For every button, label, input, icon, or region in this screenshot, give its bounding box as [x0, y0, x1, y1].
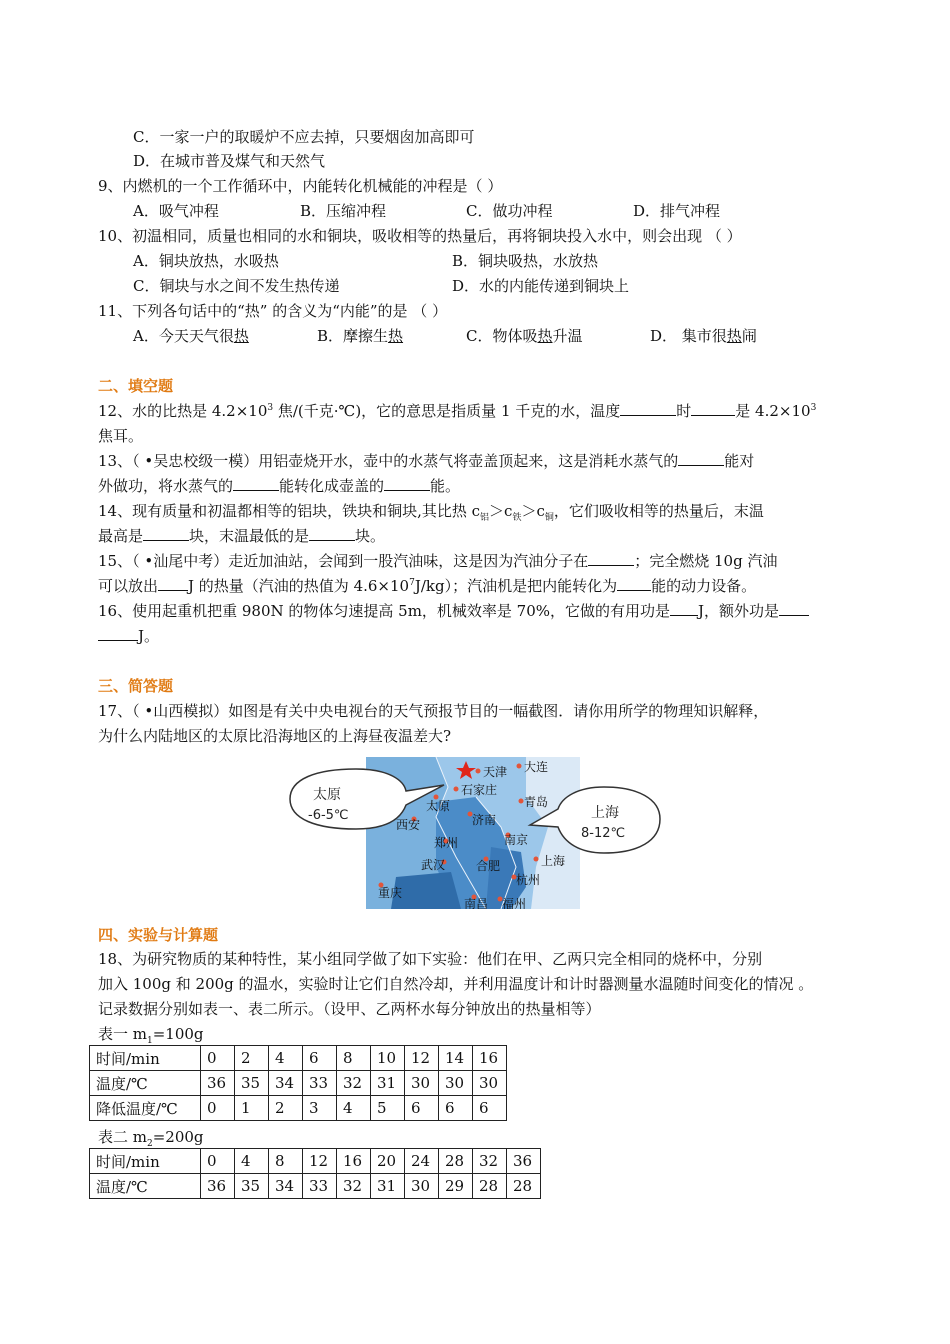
q15-blank-2[interactable] [158, 576, 188, 591]
table-cell: 2 [235, 1046, 269, 1071]
q13-text-e: 能。 [430, 477, 461, 495]
table-cell: 28 [507, 1174, 541, 1199]
q15-text-a: 15、（ •汕尾中考）走近加油站，会闻到一股汽油味，这是因为汽油分子在 [98, 552, 589, 570]
table-cell: 6 [473, 1096, 507, 1121]
table-cell: 1 [235, 1096, 269, 1121]
q10-option-a: A．铜块放热，水吸热 [133, 252, 279, 270]
q13-blank-3[interactable] [384, 476, 430, 491]
q8-option-c: C．一家一户的取暖炉不应去掉，只要烟囱加高即可 [133, 128, 475, 146]
city-label: 杭州 [516, 873, 541, 887]
table-cell: 30 [405, 1174, 439, 1199]
q12-text-a: 12、水的比热是 4.2×10 [98, 402, 268, 420]
city-label: 西安 [396, 818, 421, 832]
table-cell: 36 [201, 1071, 235, 1096]
q16-blank-1[interactable] [670, 601, 698, 616]
q13-text-d: 能转化成壶盖的 [279, 477, 385, 495]
q15-line-2 [98, 576, 756, 596]
q16-text-a: 16、使用起重机把重 980N 的物体匀速提高 5m，机械效率是 70%，它做的有用功是 [98, 602, 671, 620]
table-cell: 8 [337, 1046, 371, 1071]
q14-text-c: ＞c [521, 502, 545, 520]
bubble-right-temp: 8-12℃ [581, 826, 626, 841]
q15-text-d: J 的热量（汽油的热值为 4.6×10 [188, 577, 410, 595]
q16-line-2 [98, 626, 159, 646]
table-cell: 12 [405, 1046, 439, 1071]
q12-blank-2[interactable] [691, 401, 735, 416]
q15-text-e: J/kg）；汽油机是把内能转化为 [414, 577, 618, 595]
table-cell: 6 [439, 1096, 473, 1121]
table-cell: 5 [371, 1096, 405, 1121]
table-cell: 33 [303, 1071, 337, 1096]
q11-b-underlined: 热 [388, 327, 404, 345]
table-row-header: 温度/℃ [90, 1071, 201, 1096]
table-cell: 35 [235, 1071, 269, 1096]
q14-blank-2[interactable] [309, 526, 355, 541]
table-row-header: 降低温度/℃ [90, 1096, 201, 1121]
table-cell: 34 [269, 1174, 303, 1199]
q11-a-underlined: 热 [233, 327, 249, 345]
weather-map-figure [286, 757, 662, 909]
table1-caption [98, 1024, 204, 1044]
city-label: 上海 [541, 854, 566, 868]
table-cell: 34 [269, 1071, 303, 1096]
q13-text-c: 外做功，将水蒸气的 [98, 477, 234, 495]
q10-option-c: C．铜块与水之间不发生热传递 [133, 277, 340, 295]
q14-text-d: ，它们吸收相等的热量后，末温 [553, 502, 764, 520]
q14-line-2 [98, 526, 385, 546]
table-cell: 16 [473, 1046, 507, 1071]
q10-stem: 10、初温相同，质量也相同的水和铜块，吸收相等的热量后，再将铜块投入水中，则会出现 （ ） [98, 227, 742, 245]
q13-text-a: 13、（ •吴忠校级一模）用铝壶烧开水，壶中的水蒸气将壶盖顶起来，这是消耗水蒸气的 [98, 452, 679, 470]
table2-caption-mass: =200g [152, 1128, 204, 1146]
table-cell: 4 [269, 1046, 303, 1071]
table-cell: 0 [201, 1046, 235, 1071]
city-label: 福州 [502, 897, 527, 909]
table-cell: 24 [405, 1149, 439, 1174]
q12-text-c: 时 [676, 402, 692, 420]
table-cell: 30 [439, 1071, 473, 1096]
table-row-header: 时间/min [90, 1149, 201, 1174]
q13-line-1 [98, 451, 754, 471]
table-row [90, 1174, 541, 1199]
q15-text-b: ；完全燃烧 10g 汽油 [634, 552, 778, 570]
table1-caption-text: 表一 m [98, 1025, 147, 1043]
table-cell: 31 [371, 1174, 405, 1199]
table-cell: 30 [473, 1071, 507, 1096]
q10-option-b: B．铜块吸热，水放热 [452, 252, 599, 270]
table2-caption [98, 1127, 204, 1147]
q16-blank-2-cont[interactable] [98, 626, 138, 641]
q12-blank-1[interactable] [620, 401, 676, 416]
bubble-left-city: 太原 [313, 787, 341, 803]
table-cell: 0 [201, 1096, 235, 1121]
q14-text-a: 14、现有质量和初温都相等的铝块，铁块和铜块,其比热 c [98, 502, 481, 520]
city-label: 武汉 [421, 858, 446, 872]
city-label: 郑州 [434, 836, 459, 850]
city-label: 天津 [483, 765, 508, 779]
data-table-1 [89, 1045, 507, 1121]
table-cell: 35 [235, 1174, 269, 1199]
q12-line-1 [98, 401, 816, 421]
q9-option-b: B．压缩冲程 [300, 202, 387, 220]
q12-text-b: 焦/(千克·℃)，它的意思是指质量 1 千克的水，温度 [273, 402, 621, 420]
table1-caption-sub: 1 [147, 1036, 153, 1046]
q17-line-2: 为什么内陆地区的太原比沿海地区的上海昼夜温差大? [98, 727, 452, 745]
table1-caption-mass: =100g [152, 1025, 204, 1043]
q11-c-suffix: 升温 [552, 327, 583, 345]
q11-d-text: D． 集市很 [650, 327, 727, 345]
q12-text-d: 是 4.2×10 [735, 402, 811, 420]
q11-stem: 11、下列各句话中的“热” 的含义为“内能”的是 （ ） [98, 302, 448, 320]
city-label: 重庆 [378, 886, 403, 900]
q11-d-suffix: 闹 [741, 327, 757, 345]
table2-caption-text: 表二 m [98, 1128, 147, 1146]
table-cell: 29 [439, 1174, 473, 1199]
table-cell: 32 [473, 1149, 507, 1174]
table-cell: 6 [405, 1096, 439, 1121]
table-cell: 2 [269, 1096, 303, 1121]
q15-sup: 7 [409, 578, 415, 588]
table-cell: 20 [371, 1149, 405, 1174]
table-cell: 12 [303, 1149, 337, 1174]
q9-option-d: D．排气冲程 [633, 202, 721, 220]
q11-option-c [466, 326, 583, 346]
q15-line-1 [98, 551, 777, 571]
table-row [90, 1071, 507, 1096]
q15-text-c: 可以放出 [98, 577, 159, 595]
table2-caption-sub: 2 [147, 1139, 153, 1149]
table-cell: 28 [439, 1149, 473, 1174]
city-label: 太原 [426, 799, 451, 813]
table-cell: 28 [473, 1174, 507, 1199]
city-label: 青岛 [524, 795, 549, 809]
city-label: 南昌 [464, 897, 489, 909]
q11-option-d [650, 326, 757, 346]
q11-c-underlined: 热 [537, 327, 553, 345]
table-cell: 36 [201, 1174, 235, 1199]
table-cell: 31 [371, 1071, 405, 1096]
q14-text-f: 块，末温最低的是 [189, 527, 310, 545]
q11-d-underlined: 热 [726, 327, 742, 345]
bubble-left-temp: -6-5℃ [308, 808, 349, 823]
q12-sup: 3 [267, 403, 274, 413]
table-cell: 3 [303, 1096, 337, 1121]
table-cell: 8 [269, 1149, 303, 1174]
table-row [90, 1096, 507, 1121]
q18-line-1: 18、为研究物质的某种特性，某小组同学做了如下实验：他们在甲、乙两只完全相同的烧杯中，分别 [98, 950, 763, 968]
table-cell: 32 [337, 1071, 371, 1096]
q17-line-1: 17、（ •山西模拟）如图是有关中央电视台的天气预报节目的一幅截图．请你用所学的物理知识解释， [98, 702, 769, 720]
table-cell: 4 [235, 1149, 269, 1174]
bubble-right-city: 上海 [591, 805, 619, 821]
city-label: 济南 [472, 813, 497, 827]
q16-line-1 [98, 601, 809, 621]
q12-sup-2: 3 [810, 403, 817, 413]
section-heading-fill-blank: 二、填空题 [98, 377, 174, 395]
city-label: 南京 [504, 833, 529, 847]
q12-line-2: 焦耳。 [98, 427, 144, 445]
q13-text-b: 能对 [724, 452, 755, 470]
table-row-header: 温度/℃ [90, 1174, 201, 1199]
q9-stem: 9、内燃机的一个工作循环中，内能转化机械能的冲程是（ ） [98, 177, 503, 195]
q11-b-text: B．摩擦生 [317, 327, 389, 345]
table-cell: 14 [439, 1046, 473, 1071]
table-cell: 32 [337, 1174, 371, 1199]
q14-text-b: ＞c [489, 502, 513, 520]
q16-text-c: J。 [138, 627, 160, 645]
table-cell: 36 [507, 1149, 541, 1174]
section-heading-short-answer: 三、简答题 [98, 677, 174, 695]
q18-line-3: 记录数据分别如表一、表二所示。（设甲、乙两杯水每分钟放出的热量相等） [98, 1000, 601, 1018]
q14-blank-1[interactable] [143, 526, 189, 541]
q13-blank-2[interactable] [233, 476, 279, 491]
q18-line-2: 加入 100g 和 200g 的温水，实验时让它们自然冷却，并利用温度计和计时器测量水温随时间变化的情况 。 [98, 975, 814, 993]
q14-text-e: 最高是 [98, 527, 144, 545]
q16-blank-2[interactable] [779, 601, 809, 616]
section-heading-experiment: 四、实验与计算题 [98, 926, 219, 944]
q9-option-c: C．做功冲程 [466, 202, 553, 220]
q11-c-text: C．物体吸 [466, 327, 538, 345]
q13-blank-1[interactable] [678, 451, 724, 466]
city-label: 合肥 [476, 859, 501, 873]
q13-line-2 [98, 476, 460, 496]
q14-sub-fe: 铁 [512, 513, 522, 523]
q14-sub-al: 铝 [480, 513, 490, 523]
table-row [90, 1149, 541, 1174]
q10-option-d: D．水的内能传递到铜块上 [452, 277, 630, 295]
q11-option-b [317, 326, 403, 346]
table-row-header: 时间/min [90, 1046, 201, 1071]
data-table-2 [89, 1148, 541, 1199]
city-label: 石家庄 [461, 783, 498, 797]
q15-text-f: 能的动力设备。 [651, 577, 757, 595]
weather-map-svg [286, 757, 662, 909]
table-cell: 0 [201, 1149, 235, 1174]
table-cell: 16 [337, 1149, 371, 1174]
q11-option-a [133, 326, 249, 346]
table-row [90, 1046, 507, 1071]
q14-line-1 [98, 501, 764, 521]
q14-sub-cu: 铜 [544, 513, 554, 523]
q16-text-b: J，额外功是 [698, 602, 780, 620]
q15-blank-1[interactable] [588, 551, 634, 566]
q11-a-text: A．今天天气很 [133, 327, 234, 345]
q15-blank-3[interactable] [617, 576, 651, 591]
q9-option-a: A．吸气冲程 [133, 202, 219, 220]
table-cell: 6 [303, 1046, 337, 1071]
city-label: 大连 [524, 760, 549, 774]
table-cell: 30 [405, 1071, 439, 1096]
table-cell: 4 [337, 1096, 371, 1121]
q8-option-d: D．在城市普及煤气和天然气 [133, 152, 326, 170]
table-cell: 10 [371, 1046, 405, 1071]
table-cell: 33 [303, 1174, 337, 1199]
q14-text-g: 块。 [355, 527, 386, 545]
